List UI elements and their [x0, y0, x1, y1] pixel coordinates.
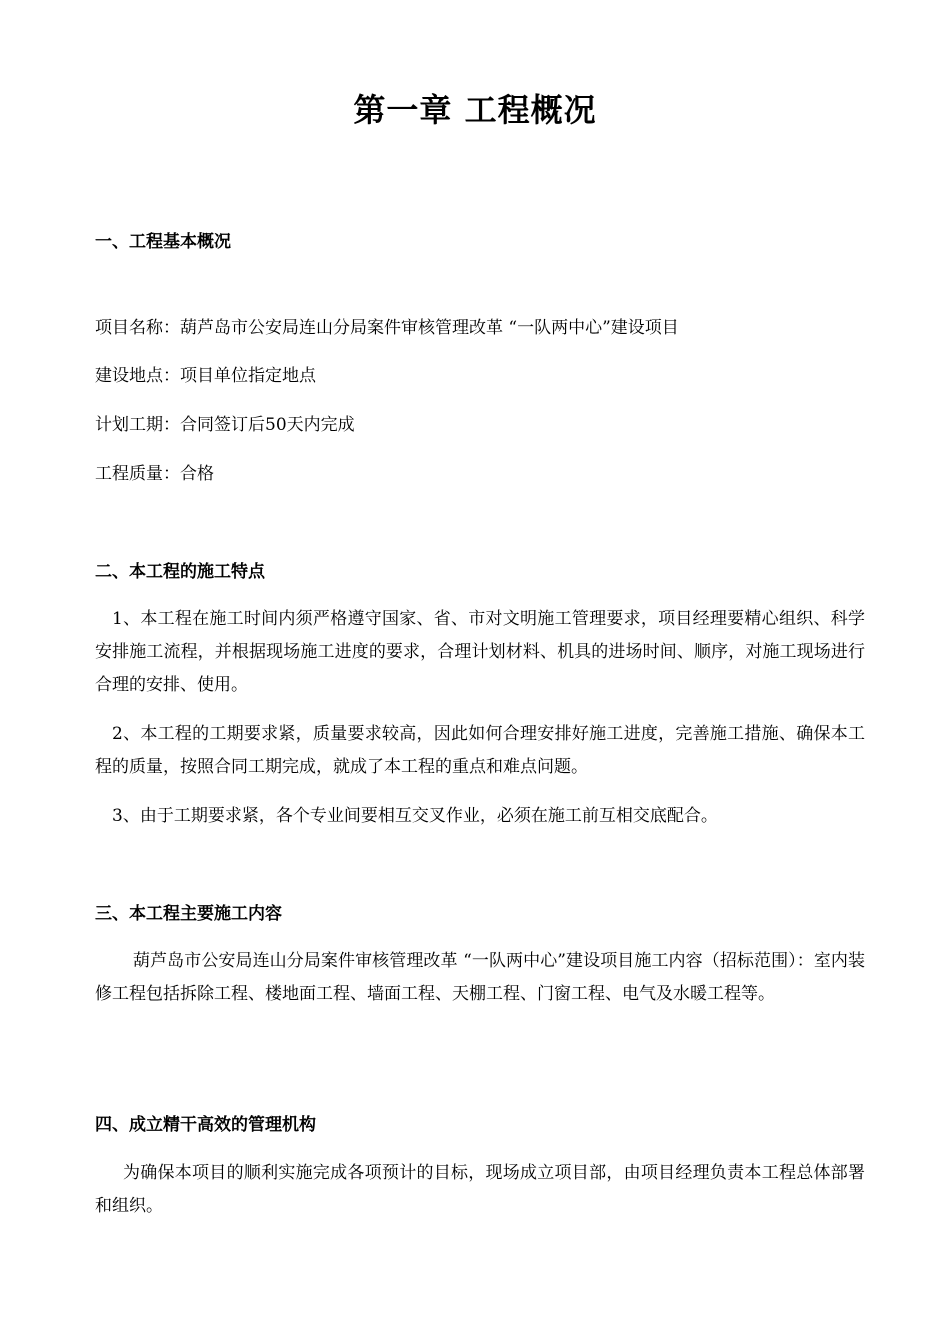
section-heading-3: 三、本工程主要施工内容 [95, 904, 282, 924]
project-name-line: 项目名称：葫芦岛市公安局连山分局案件审核管理改革 “一队两中心”建设项目 [95, 318, 679, 338]
section-heading-4: 四、成立精干高效的管理机构 [95, 1115, 316, 1135]
feature-paragraph-1: 1、本工程在施工时间内须严格遵守国家、省、市对文明施工管理要求，项目经理要精心组织、科学安排施工流程，并根据现场施工进度的要求，合理计划材料、机具的进场时间、顺序，对施工现场进行合理的安排、使用。 [95, 609, 865, 695]
section-heading-2: 二、本工程的施工特点 [95, 562, 265, 582]
chapter-title: 第一章 工程概况 [353, 91, 597, 129]
build-location-line: 建设地点：项目单位指定地点 [95, 366, 316, 386]
section-heading-1: 一、工程基本概况 [95, 232, 231, 252]
quality-line: 工程质量：合格 [95, 464, 214, 484]
feature-paragraph-2: 2、本工程的工期要求紧，质量要求较高，因此如何合理安排好施工进度，完善施工措施、确保本工程的质量，按照合同工期完成，就成了本工程的重点和难点问题。 [95, 724, 865, 777]
planned-duration-line: 计划工期：合同签订后50天内完成 [95, 415, 355, 435]
feature-paragraph-3: 3、由于工期要求紧，各个专业间要相互交叉作业，必须在施工前互相交底配合。 [112, 806, 718, 826]
scope-paragraph: 葫芦岛市公安局连山分局案件审核管理改革 “一队两中心”建设项目施工内容（招标范围）：室内装修工程包括拆除工程、楼地面工程、墙面工程、天棚工程、门窗工程、电气及水暖工程等。 [95, 951, 865, 1004]
management-paragraph: 为确保本项目的顺利实施完成各项预计的目标，现场成立项目部，由项目经理负责本工程总体部署和组织。 [95, 1163, 865, 1216]
